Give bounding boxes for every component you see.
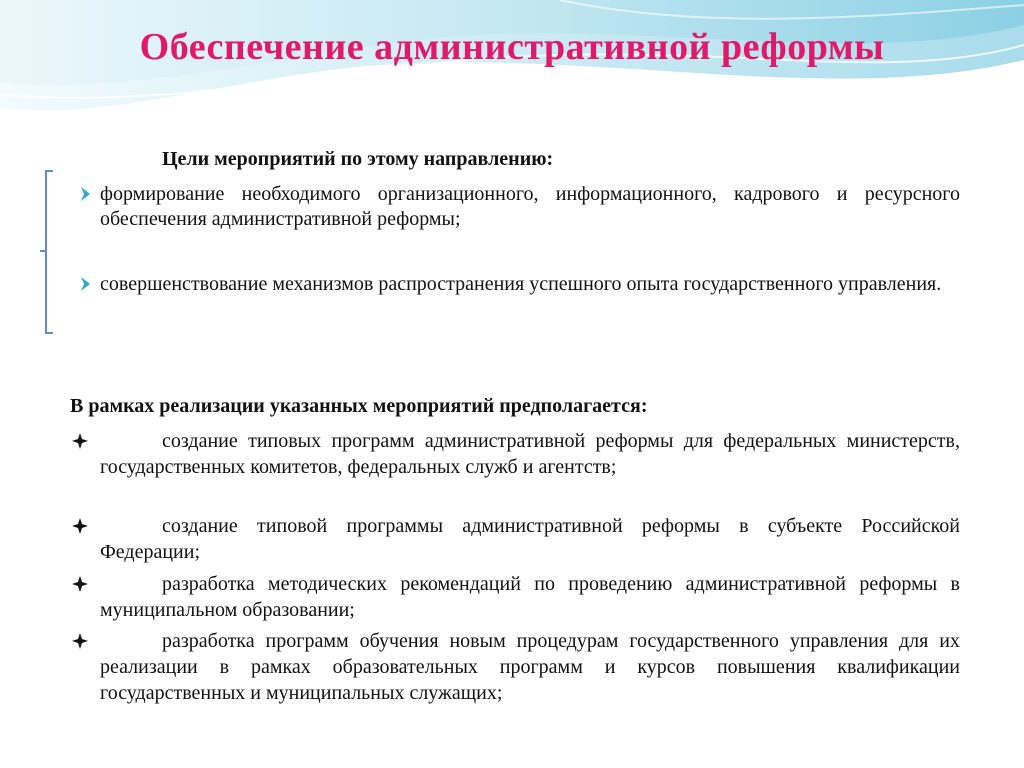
- diamond-bullet-icon: [72, 433, 88, 449]
- list-item: [70, 571, 960, 623]
- list-item-text: разработка программ обучения новым процедурам государственного управления для их реализации в рамках образовательных программ и курсов повышения квалификации государственных и муниципальных служащих;: [100, 630, 960, 704]
- list-item-text: создание типовой программы административной реформы в субъекте Российской Федерации;: [100, 515, 960, 563]
- list-item: [70, 428, 960, 480]
- diamond-bullet-icon: [72, 633, 88, 649]
- section-heading: В рамках реализации указанных мероприятий предполагается:: [70, 395, 648, 417]
- goal-text: формирование необходимого организационного, информационного, кадрового и ресурсного обеспечения административной реформы;: [100, 183, 960, 230]
- list-item: [70, 513, 960, 565]
- slide-title: Обеспечение административной реформы: [139, 26, 885, 68]
- list-item-text: разработка методических рекомендаций по проведению административной реформы в муниципальном образовании;: [100, 573, 960, 621]
- list-item-text: создание типовых программ административной реформы для федеральных министерств, государственных комитетов, федеральных служб и агентств;: [100, 430, 960, 478]
- list-item: [70, 628, 960, 706]
- goal-text: совершенствование механизмов распространения успешного опыта государственного управления.: [100, 273, 942, 295]
- diamond-bullet-icon: [72, 518, 88, 534]
- arrow-bullet-icon: [78, 274, 94, 294]
- arrow-bullet-icon: [78, 184, 94, 204]
- goal-item: [78, 272, 960, 297]
- goals-heading: Цели мероприятий по этому направлению:: [162, 148, 554, 170]
- bracket-decoration: [40, 170, 54, 334]
- diamond-bullet-icon: [72, 576, 88, 592]
- goal-item: [78, 182, 960, 232]
